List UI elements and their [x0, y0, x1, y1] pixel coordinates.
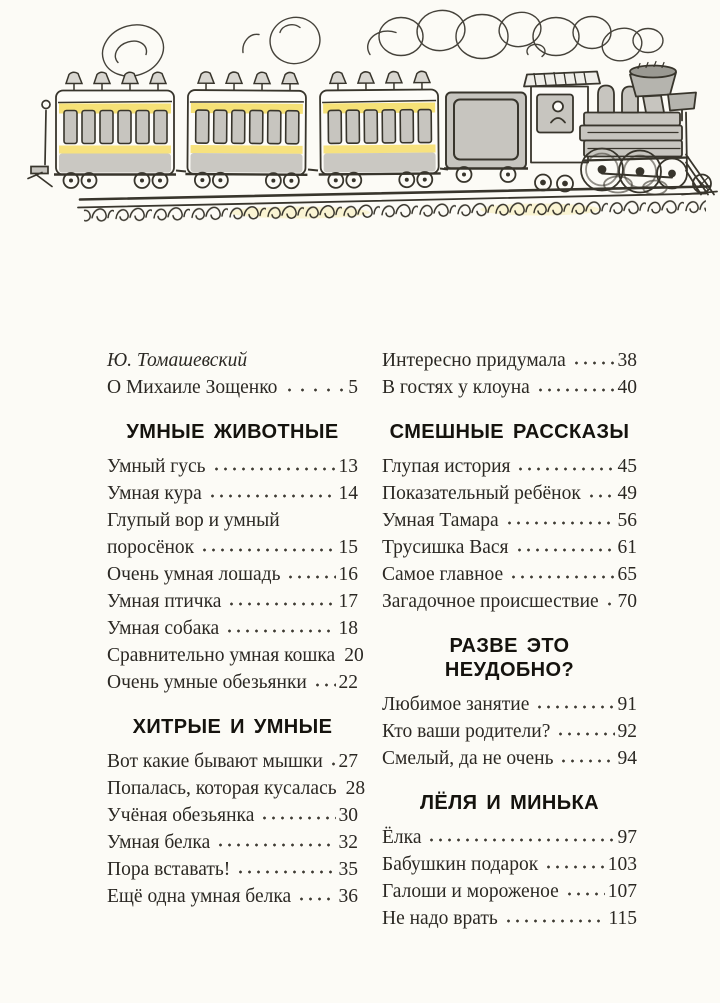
- entry-title: Очень умная лошадь: [107, 564, 281, 585]
- dot-leader: [556, 725, 614, 737]
- dot-leader: [212, 460, 336, 472]
- entry-page-number: 103: [607, 854, 637, 875]
- section-heading: ХИТРЫЕ И УМНЫЕ: [132, 716, 333, 738]
- entry-page-number: 61: [617, 537, 637, 558]
- entry-title: Умная собака: [107, 618, 220, 639]
- entry-title: Глупая история: [382, 456, 511, 477]
- entry-page-number: 22: [338, 672, 358, 693]
- dot-leader: [283, 381, 345, 393]
- dot-leader: [227, 595, 335, 607]
- toc-entry: [382, 347, 637, 374]
- locomotive: [524, 62, 717, 195]
- toc-entry: [382, 851, 637, 878]
- entry-title: Сравнительно умная кошка: [107, 645, 336, 666]
- toc-entry: [107, 748, 358, 775]
- entry-title: поросёнок: [107, 537, 195, 558]
- entry-page-number: 107: [607, 881, 637, 902]
- entry-title: Попалась, которая кусалась: [107, 778, 337, 799]
- toc-entry: [107, 561, 358, 588]
- entry-page-number: 94: [617, 748, 637, 769]
- toc-entry: [107, 829, 358, 856]
- entry-title: Загадочное происшествие: [382, 591, 599, 612]
- toc-entry: [382, 480, 637, 507]
- toc-column-left: [107, 347, 366, 932]
- entry-title: Ёлка: [382, 827, 422, 848]
- entry-title: Самое главное: [382, 564, 504, 585]
- toc-entry: [382, 374, 637, 401]
- toc-entry: [382, 561, 637, 588]
- entry-title: Пора вставать!: [107, 859, 231, 880]
- entry-page-number: 30: [338, 805, 358, 826]
- section-heading: СМЕШНЫЕ РАССКАЗЫ: [389, 421, 630, 443]
- table-of-contents: [107, 347, 637, 932]
- entry-page-number: 5: [348, 377, 358, 398]
- entry-page-number: 56: [617, 510, 637, 531]
- toc-column-right: [382, 347, 637, 932]
- dot-leader: [297, 890, 335, 902]
- entry-page-number: 17: [338, 591, 358, 612]
- entry-title: Галоши и мороженое: [382, 881, 559, 902]
- entry-page-number: 49: [617, 483, 637, 504]
- entry-page-number: 16: [338, 564, 358, 585]
- entry-page-number: 15: [338, 537, 358, 558]
- entry-title: Смелый, да не очень: [382, 748, 554, 769]
- entry-page-number: 70: [617, 591, 637, 612]
- toc-entry: [107, 775, 366, 802]
- dot-leader: [260, 809, 335, 821]
- entry-title: Глупый вор и умный: [107, 510, 280, 531]
- entry-page-number: 18: [338, 618, 358, 639]
- entry-title: Умная белка: [107, 832, 211, 853]
- section-heading: УМНЫЕ ЖИВОТНЫЕ: [126, 421, 339, 443]
- entry-title: Не надо врать: [382, 908, 498, 929]
- entry-title: Ещё одна умная белка: [107, 886, 292, 907]
- entry-page-number: 45: [617, 456, 637, 477]
- toc-entry: [107, 615, 358, 642]
- dot-leader: [225, 622, 335, 634]
- entry-title: Умный гусь: [107, 456, 206, 477]
- entry-page-number: 38: [617, 350, 637, 371]
- ballast-scribble: [84, 197, 706, 230]
- entry-title: Учёная обезьянка: [107, 805, 255, 826]
- dot-leader: [516, 460, 614, 472]
- entry-page-number: 91: [617, 694, 637, 715]
- toc-author-line: Ю. Томашевский: [107, 350, 248, 371]
- entry-page-number: 35: [338, 859, 358, 880]
- train-illustration: [0, 0, 720, 240]
- toc-entry: [382, 745, 637, 772]
- entry-title: Трусишка Вася: [382, 537, 509, 558]
- toc-entry: [107, 588, 358, 615]
- dot-leader: [216, 836, 335, 848]
- toc-entry: [382, 878, 637, 905]
- toc-entry: [107, 374, 358, 401]
- entry-title: В гостях у клоуна: [382, 377, 530, 398]
- entry-page-number: 36: [338, 886, 358, 907]
- entry-title: Кто ваши родители?: [382, 721, 551, 742]
- toc-entry: [382, 824, 637, 851]
- entry-page-number: 97: [617, 827, 637, 848]
- entry-title: Показательный ребёнок: [382, 483, 581, 504]
- entry-page-number: 40: [617, 377, 637, 398]
- toc-entry: [107, 507, 358, 534]
- toc-entry: [107, 642, 364, 669]
- boxcar: [444, 93, 528, 183]
- dot-leader: [286, 568, 335, 580]
- dot-leader: [565, 885, 605, 897]
- entry-page-number: 20: [344, 645, 364, 666]
- entry-title: Любимое занятие: [382, 694, 530, 715]
- dot-leader: [605, 595, 615, 607]
- entry-page-number: 92: [617, 721, 637, 742]
- entry-page-number: 65: [617, 564, 637, 585]
- section-heading: РАЗВЕ ЭТО НЕУДОБНО?: [444, 635, 575, 681]
- dot-leader: [208, 487, 336, 499]
- toc-entry: [382, 453, 637, 480]
- dot-leader: [515, 541, 615, 553]
- dot-leader: [236, 863, 335, 875]
- toc-entry: [107, 883, 358, 910]
- toc-entry: [107, 480, 358, 507]
- toc-entry: [107, 453, 358, 480]
- dot-leader: [536, 381, 615, 393]
- toc-entry: [107, 669, 358, 696]
- entry-title: Вот какие бывают мышки: [107, 751, 323, 772]
- entry-page-number: 14: [338, 483, 358, 504]
- toc-entry: [382, 905, 637, 932]
- toc-entry: [382, 588, 637, 615]
- entry-page-number: 28: [345, 778, 366, 799]
- dot-leader: [313, 676, 336, 688]
- entry-title: Интересно придумала: [382, 350, 566, 371]
- toc-entry: [382, 507, 637, 534]
- dot-leader: [504, 912, 606, 924]
- toc-entry: [107, 534, 358, 561]
- entry-page-number: 27: [338, 751, 358, 772]
- toc-entry: [107, 856, 358, 883]
- entry-title: О Михаиле Зощенко: [107, 377, 278, 398]
- entry-page-number: 115: [608, 908, 637, 929]
- dot-leader: [200, 541, 335, 553]
- toc-entry: [382, 718, 637, 745]
- entry-title: Бабушкин подарок: [382, 854, 539, 875]
- dot-leader: [509, 568, 614, 580]
- dot-leader: [544, 858, 605, 870]
- dot-leader: [572, 354, 615, 366]
- entry-title: Умная Тамара: [382, 510, 499, 531]
- entry-title: Умная кура: [107, 483, 202, 504]
- section-heading: ЛЁЛЯ И МИНЬКА: [419, 792, 599, 814]
- entry-page-number: 13: [338, 456, 358, 477]
- entry-title: Очень умные обезьянки: [107, 672, 307, 693]
- entry-title: Умная птичка: [107, 591, 222, 612]
- dot-leader: [329, 755, 336, 767]
- entry-page-number: 32: [338, 832, 358, 853]
- toc-entry: [382, 691, 637, 718]
- dot-leader: [587, 487, 615, 499]
- dot-leader: [559, 752, 614, 764]
- dot-leader: [505, 514, 615, 526]
- toc-entry: [382, 534, 637, 561]
- car-end-sketch: [28, 101, 52, 187]
- dot-leader: [427, 831, 614, 843]
- toc-entry: [107, 802, 358, 829]
- dot-leader: [535, 698, 614, 710]
